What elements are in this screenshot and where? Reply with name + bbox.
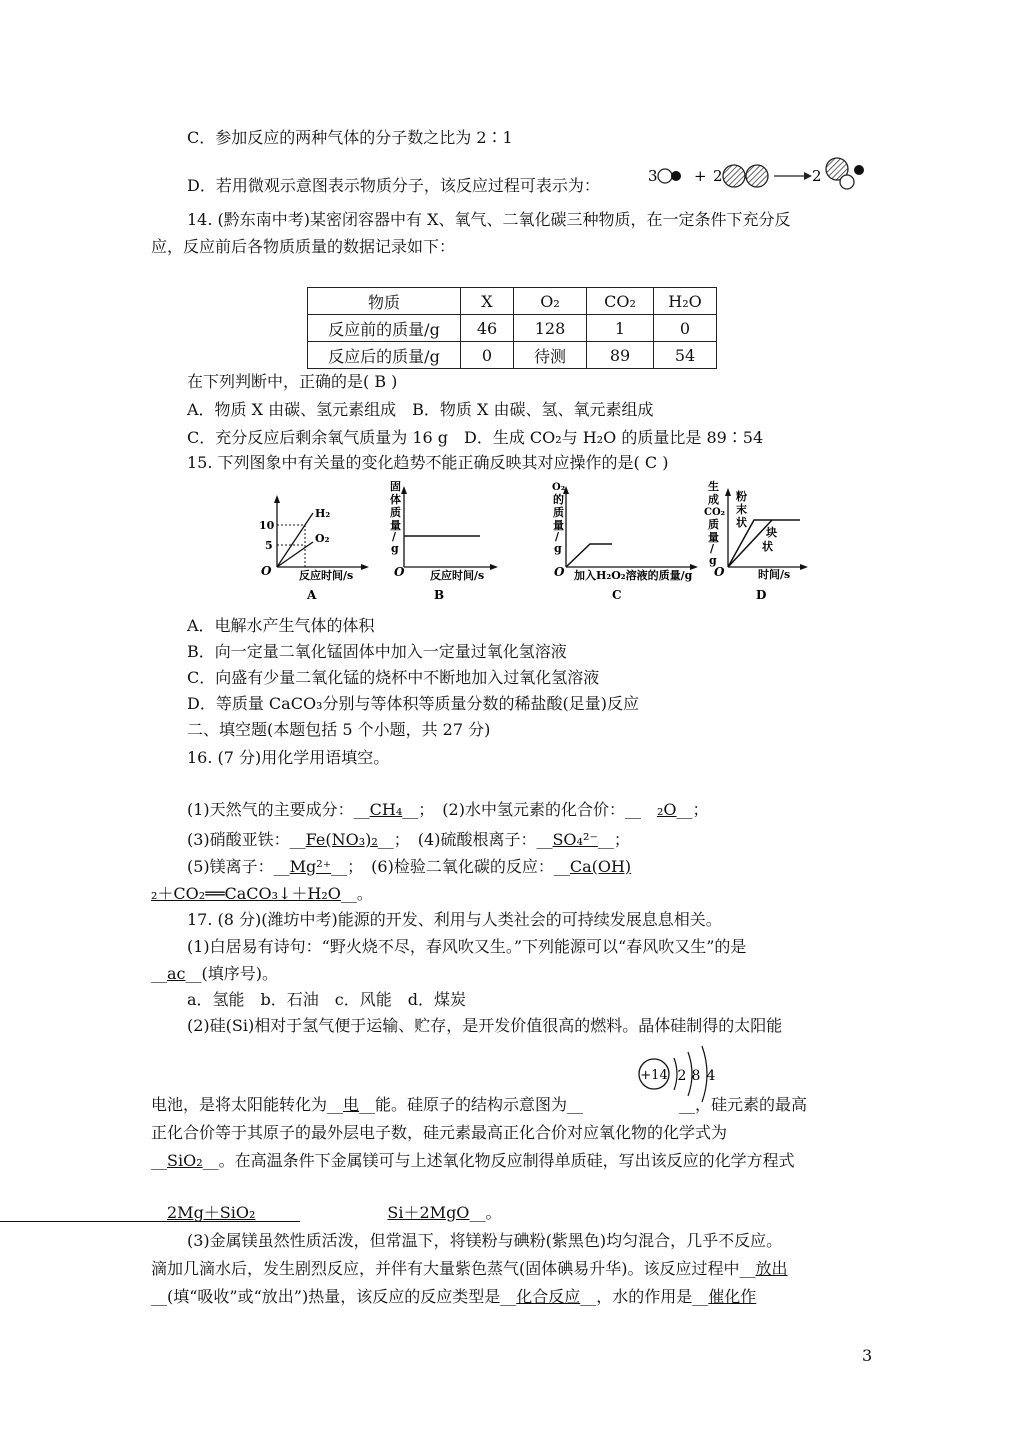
q17-options: a．氢能 b．石油 c．风能 d．煤炭	[187, 990, 466, 1009]
q16-line4: ₂＋CO₂══CaCO₃↓＋H₂O__。	[151, 884, 373, 903]
section-heading: 二、填空题(本题包括 5 个小题，共 27 分)	[187, 720, 491, 739]
svg-text:10: 10	[259, 519, 275, 532]
q17-part2e: __2Mg＋SiO₂ Si＋2MgO__。	[151, 1203, 502, 1222]
table-cell: X	[461, 288, 514, 315]
answer: 放出	[755, 1259, 788, 1278]
table-cell: 128	[514, 315, 587, 342]
svg-text:体: 体	[390, 493, 401, 506]
q15-option-d: D．等质量 CaCO₃分别与等体积等质量分数的稀盐酸(足量)反应	[187, 694, 639, 713]
svg-text:的: 的	[553, 493, 564, 506]
table-cell: 0	[654, 315, 717, 342]
svg-text:5: 5	[265, 539, 273, 552]
plus-sign: +	[694, 167, 707, 185]
answer: SiO₂	[167, 1151, 203, 1170]
answer: ₂O	[656, 800, 677, 819]
table-header-row	[308, 288, 717, 315]
q17-stem: 17. (8 分)(潍坊中考)能源的开发、利用与人类社会的可持续发展息息相关。	[187, 910, 722, 929]
table-cell: 54	[654, 342, 717, 369]
svg-text:O: O	[554, 565, 565, 579]
hydrogen-atom-icon	[840, 175, 854, 189]
svg-text:反应时间/s: 反应时间/s	[430, 569, 485, 582]
svg-text:g: g	[709, 554, 717, 567]
table-cell: O₂	[514, 288, 587, 315]
svg-text:时间/s: 时间/s	[758, 568, 791, 581]
svg-text:B: B	[434, 588, 445, 602]
table-cell: 1	[587, 315, 654, 342]
answer: ₂＋CO₂══CaCO₃↓＋H₂O	[151, 884, 341, 903]
coef-2: 2	[713, 167, 723, 185]
svg-text:加入H₂O₂溶液的质量/g: 加入H₂O₂溶液的质量/g	[574, 569, 693, 582]
graph-b	[380, 478, 500, 605]
svg-text:状: 状	[736, 516, 747, 529]
q17-part2b: 电池，是将太阳能转化为__电__能。硅原子的结构示意图为__ __，硅元素的最高	[151, 1095, 808, 1114]
svg-text:CO₂: CO₂	[704, 507, 726, 518]
q13-option-d: D．若用微观示意图表示物质分子，该反应过程可表示为：	[187, 176, 600, 195]
q15-option-c: C．向盛有少量二氧化锰的烧杯中不断地加入过氧化氢溶液	[187, 668, 600, 687]
q13-option-c: C．参加反应的两种气体的分子数之比为 2∶1	[187, 128, 513, 147]
coef-3: 2	[812, 167, 822, 185]
svg-text:粉: 粉	[736, 490, 747, 503]
q15-option-a: A．电解水产生气体的体积	[187, 616, 375, 635]
svg-text:D: D	[756, 588, 767, 602]
table-row	[308, 342, 717, 369]
svg-text:状: 状	[762, 540, 773, 553]
o2-mass-line	[566, 544, 612, 567]
table-cell: 待测	[514, 342, 587, 369]
answer: Si＋2MgO	[387, 1203, 470, 1222]
svg-text:g: g	[391, 542, 399, 555]
svg-text:/: /	[555, 530, 560, 543]
o2-line	[277, 542, 313, 567]
black-atom-icon	[854, 165, 864, 175]
hydrogen-atom-icon	[658, 169, 672, 183]
graph-d	[700, 480, 810, 605]
table-cell: 0	[461, 342, 514, 369]
table-cell: 物质	[308, 288, 461, 315]
svg-text:量: 量	[708, 531, 719, 544]
q17-part3c: __(填“吸收”或“放出”)热量，该反应的反应类型是__化合反应__，水的作用是__催化作	[151, 1287, 757, 1306]
svg-text:4: 4	[706, 1068, 716, 1084]
q16-line2: (3)硝酸亚铁：__Fe(NO₃)₂__； (4)硫酸根离子：__SO₄²⁻__；	[187, 830, 630, 849]
hatched-atom-icon	[746, 165, 768, 187]
q17-part1-answer: __ac__(填序号)。	[151, 964, 278, 983]
molecule-equation-diagram	[640, 155, 870, 197]
svg-text:成: 成	[708, 493, 719, 506]
h2-line	[277, 513, 313, 567]
answer: 电	[343, 1095, 360, 1114]
svg-text:H₂: H₂	[315, 507, 331, 520]
svg-text:O: O	[714, 565, 725, 579]
q17-part3b: 滴加几滴水后，发生剧烈反应，并伴有大量紫色蒸气(固体碘易升华)。该反应过程中__放出	[151, 1259, 788, 1278]
svg-text:量: 量	[553, 519, 564, 532]
svg-text:生: 生	[708, 480, 719, 493]
q15-stem: 15. 下列图象中有关量的变化趋势不能正确反映其对应操作的是( C )	[187, 453, 669, 472]
answer: Fe(NO₃)₂	[305, 830, 378, 849]
answer: CH₄	[369, 800, 403, 819]
divider-line	[0, 1221, 300, 1222]
answer: ac	[167, 964, 186, 983]
q17-part2d: __SiO₂__。在高温条件下金属镁可与上述氧化物反应制得单质硅，写出该反应的化学方程式	[151, 1151, 795, 1170]
svg-text:/: /	[392, 530, 397, 543]
svg-text:量: 量	[390, 519, 401, 532]
svg-text:C: C	[612, 588, 622, 602]
svg-text:O₂: O₂	[552, 482, 566, 493]
svg-text:O: O	[394, 565, 405, 579]
svg-text:/: /	[710, 542, 715, 555]
q17-part2: (2)硅(Si)相对于氢气便于运输、贮存，是开发价值很高的燃料。晶体硅制得的太阳能	[187, 1016, 783, 1035]
q14-prompt: 在下列判断中，正确的是( B )	[187, 372, 398, 391]
svg-text:反应时间/s: 反应时间/s	[299, 569, 354, 582]
q15-option-b: B．向一定量二氧化锰固体中加入一定量过氧化氢溶液	[187, 642, 567, 661]
table-cell: H₂O	[654, 288, 717, 315]
answer: 2Mg＋SiO₂	[167, 1203, 256, 1222]
black-atom-icon	[671, 171, 681, 181]
svg-text:A: A	[307, 588, 317, 602]
svg-text:质: 质	[390, 506, 401, 519]
svg-text:块: 块	[766, 526, 777, 539]
table-cell: 反应后的质量/g	[308, 342, 461, 369]
table-cell: 46	[461, 315, 514, 342]
table-row	[308, 315, 717, 342]
svg-text:末: 末	[736, 503, 747, 516]
q14-options-cd: C．充分反应后剩余氧气质量为 16 g D．生成 CO₂与 H₂O 的质量比是 89∶54	[187, 428, 764, 447]
answer: 化合反应	[516, 1287, 581, 1306]
q16-line3: (5)镁离子：__Mg²⁺__； (6)检验二氧化碳的反应：__Ca(OH)	[187, 857, 632, 876]
mass-data-table	[307, 287, 717, 369]
answer: 催化作	[708, 1287, 757, 1306]
svg-text:O: O	[261, 564, 272, 578]
q16-line1: (1)天然气的主要成分：__CH₄__； (2)水中氢元素的化合价：__ ₂O__；	[187, 800, 709, 819]
q17-part2c: 正化合价等于其原子的最外层电子数，硅元素最高正化合价对应氧化物的化学式为	[151, 1123, 728, 1142]
q17-part1: (1)白居易有诗句：“野火烧不尽，春风吹又生。”下列能源可以“春风吹又生”的是	[187, 937, 747, 956]
table-cell: CO₂	[587, 288, 654, 315]
q14-stem-line2: 应，反应前后各物质质量的数据记录如下：	[151, 237, 456, 256]
q14-options-ab: A．物质 X 由碳、氢元素组成 B．物质 X 由碳、氢、氧元素组成	[187, 400, 654, 419]
svg-text:O₂: O₂	[315, 532, 330, 545]
svg-text:质: 质	[708, 518, 719, 531]
svg-text:固: 固	[390, 480, 401, 493]
hatched-atom-icon	[723, 165, 745, 187]
answer: Ca(OH)	[569, 857, 632, 876]
q16-stem: 16. (7 分)用化学用语填空。	[187, 748, 390, 767]
q14-stem-line1: 14. (黔东南中考)某密闭容器中有 X、氧气、二氧化碳三种物质，在一定条件下充分反	[187, 210, 791, 229]
q17-part3: (3)金属镁虽然性质活泼，但常温下，将镁粉与碘粉(紫黑色)均匀混合，几乎不反应。	[187, 1231, 783, 1250]
graph-c	[540, 478, 700, 605]
answer: SO₄²⁻	[552, 830, 598, 849]
svg-text:质: 质	[553, 506, 564, 519]
svg-text:8: 8	[691, 1068, 701, 1084]
svg-text:g: g	[554, 542, 562, 555]
table-cell: 反应前的质量/g	[308, 315, 461, 342]
svg-text:+14: +14	[640, 1068, 668, 1083]
coef-1: 3	[648, 167, 658, 185]
graph-a	[255, 495, 370, 605]
table-cell: 89	[587, 342, 654, 369]
svg-text:2: 2	[677, 1068, 687, 1084]
answer: Mg²⁺	[289, 857, 332, 876]
page-number: 3	[862, 1346, 873, 1365]
